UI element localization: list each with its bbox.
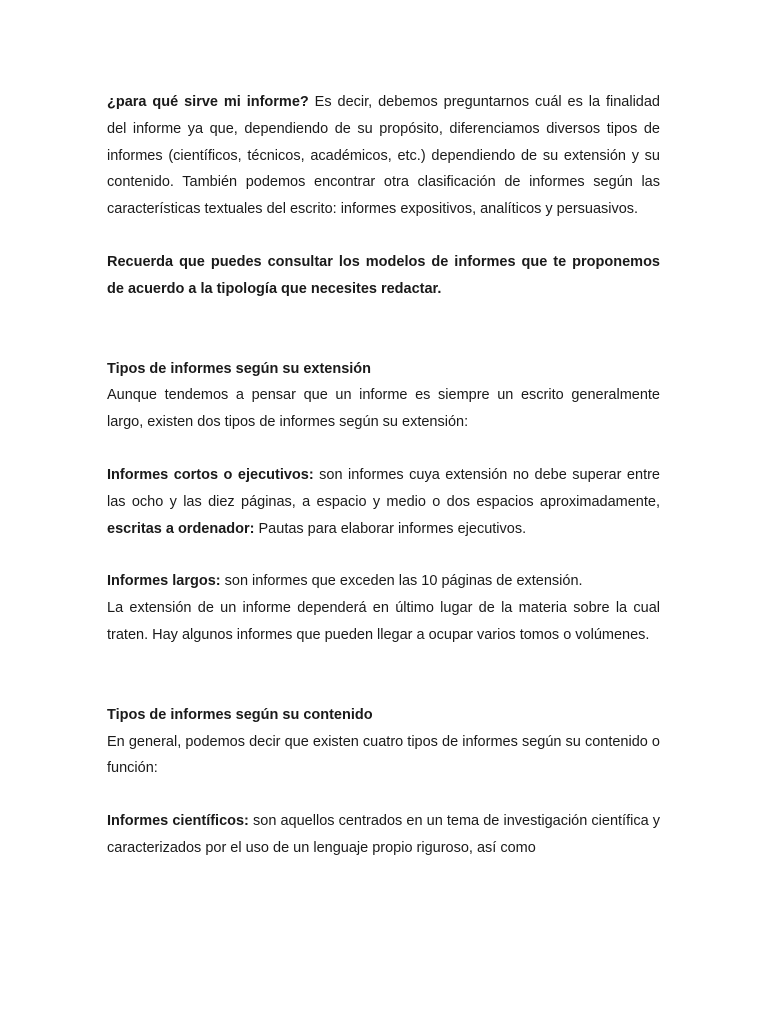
short-reports-paragraph bbox=[107, 462, 660, 542]
intro-question: ¿para qué sirve mi informe? bbox=[107, 94, 309, 110]
short-reports-term: Informes cortos o ejecutivos: bbox=[107, 466, 314, 483]
content-heading: Tipos de informes según su contenido bbox=[107, 706, 373, 723]
extension-note: La extensión de un informe dependerá en último lugar de la materia sobre la cual traten. Hay algunos informes que pueden llegar a ocupar varios tomos o volúmenes. bbox=[107, 600, 660, 643]
long-reports-term: Informes largos: bbox=[107, 573, 221, 590]
short-reports-text-c: Pautas para elaborar informes ejecutivos. bbox=[254, 520, 527, 537]
intro-text: Es decir, debemos preguntarnos cuál es la finalidad del informe ya que, dependiendo de su propósito, diferenciamos diversos tipos de informes (científicos, técnicos, académicos, etc.) dependiendo de su extensión y su contenido. También podemos encontrar otra clasificación de informes según las características textuales del escrito: informes expositivos, analíticos y persuasivos. bbox=[107, 94, 660, 218]
extension-intro: Aunque tendemos a pensar que un informe es siempre un escrito generalmente largo, existen dos tipos de informes según su extensión: bbox=[107, 387, 660, 431]
long-reports-paragraph bbox=[107, 568, 660, 595]
long-reports-text: son informes que exceden las 10 páginas de extensión. bbox=[220, 573, 583, 590]
extension-heading: Tipos de informes según su extensión bbox=[107, 360, 372, 377]
document-page bbox=[107, 89, 660, 862]
scientific-reports-text: son aquellos centrados en un tema de investigación científica y caracterizados por el uso de un lenguaje propio riguroso, así como bbox=[107, 813, 660, 856]
intro-paragraph bbox=[107, 89, 660, 223]
scientific-reports-term: Informes científicos: bbox=[107, 813, 249, 830]
scientific-reports-paragraph bbox=[107, 808, 660, 862]
short-reports-text-a: son informes cuya extensión no debe superar entre las ocho y las diez páginas, a espacio y medio o dos espacios aproximadamente, bbox=[107, 466, 660, 510]
short-reports-bold: escritas a ordenador: bbox=[107, 520, 255, 537]
reminder-paragraph: Recuerda que puedes consultar los modelos de informes que te proponemos de acuerdo a la tipología que necesites redactar. bbox=[107, 253, 660, 297]
content-intro: En general, podemos decir que existen cuatro tipos de informes según su contenido o función: bbox=[107, 733, 660, 777]
